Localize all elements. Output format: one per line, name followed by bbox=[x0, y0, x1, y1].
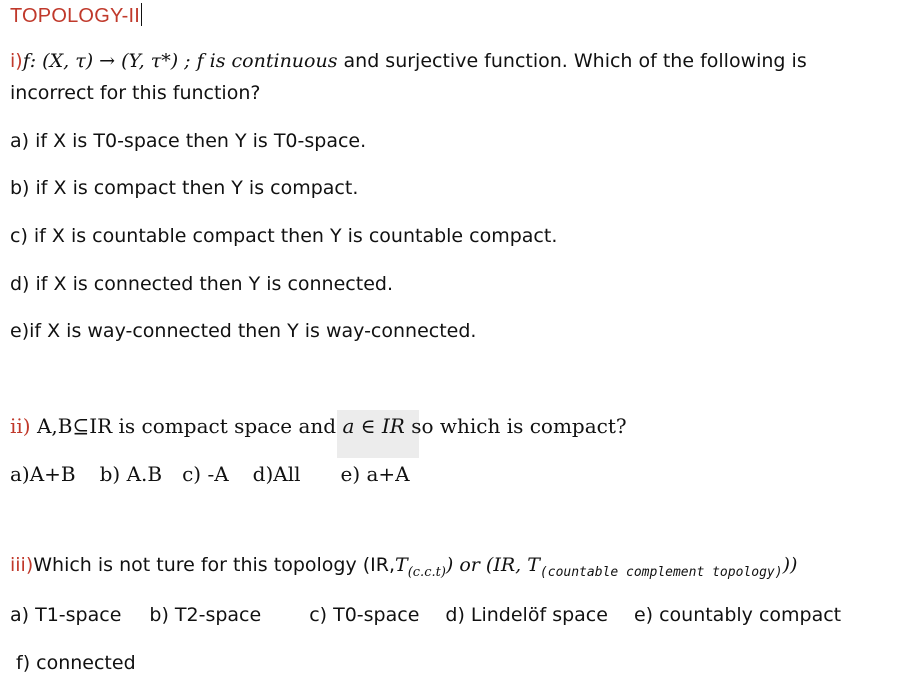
question-1-option-e: e)if X is way-connected then Y is way-connected. bbox=[10, 320, 477, 342]
question-3-or: ) or ( bbox=[445, 554, 494, 576]
question-3-option-b: b) T2-space bbox=[149, 604, 262, 626]
question-3-ir: IR, T bbox=[493, 554, 540, 576]
question-3-close: )) bbox=[782, 554, 798, 576]
question-3-t1: T bbox=[395, 554, 408, 576]
question-2-math: a ∈ IR bbox=[342, 414, 405, 438]
question-2-text-a: A,B⊆IR is compact space and bbox=[30, 414, 343, 438]
question-2-options bbox=[10, 462, 410, 486]
question-2-text-b: so which is compact? bbox=[404, 414, 627, 438]
document-title: TOPOLOGY-II bbox=[10, 5, 141, 27]
question-1-number: i) bbox=[10, 50, 23, 72]
question-1-option-c: c) if X is countable compact then Y is countable compact. bbox=[10, 225, 558, 247]
question-3-number: iii) bbox=[10, 554, 34, 576]
question-1-line-2: incorrect for this function? bbox=[10, 82, 261, 104]
question-1-option-d: d) if X is connected then Y is connected. bbox=[10, 273, 393, 295]
question-2-option-d: d)All bbox=[252, 462, 301, 486]
question-1-math: f: (X, τ) → (Y, τ*) ; f is continuous bbox=[22, 50, 338, 72]
question-3-option-f: f) connected bbox=[16, 652, 136, 674]
question-3-option-d: d) Lindelöf space bbox=[445, 604, 608, 626]
question-3-line-1 bbox=[10, 554, 797, 580]
question-3-options bbox=[10, 604, 841, 626]
question-1-option-b: b) if X is compact then Y is compact. bbox=[10, 177, 359, 199]
question-3-option-a: a) T1-space bbox=[10, 604, 122, 626]
text-cursor bbox=[141, 3, 142, 26]
question-2-option-c: c) -A bbox=[182, 462, 229, 486]
question-3-sub2: (countable complement topology) bbox=[539, 565, 783, 580]
question-1-line-1 bbox=[10, 50, 807, 72]
question-2-line-1 bbox=[10, 414, 627, 438]
question-3-text: Which is not ture for this topology (IR, bbox=[33, 554, 396, 576]
question-3-sub1: (c.c.t) bbox=[407, 565, 446, 580]
question-2-option-e: e) a+A bbox=[340, 462, 410, 486]
question-2-option-b: b) A.B bbox=[99, 462, 163, 486]
question-1-option-a: a) if X is T0-space then Y is T0-space. bbox=[10, 130, 367, 152]
question-2-number: ii) bbox=[10, 414, 31, 438]
question-2-option-a: a)A+B bbox=[10, 462, 76, 486]
question-1-text: and surjective function. Which of the following is bbox=[337, 50, 807, 72]
question-3-option-c: c) T0-space bbox=[309, 604, 420, 626]
question-3-option-e: e) countably compact bbox=[633, 604, 842, 626]
